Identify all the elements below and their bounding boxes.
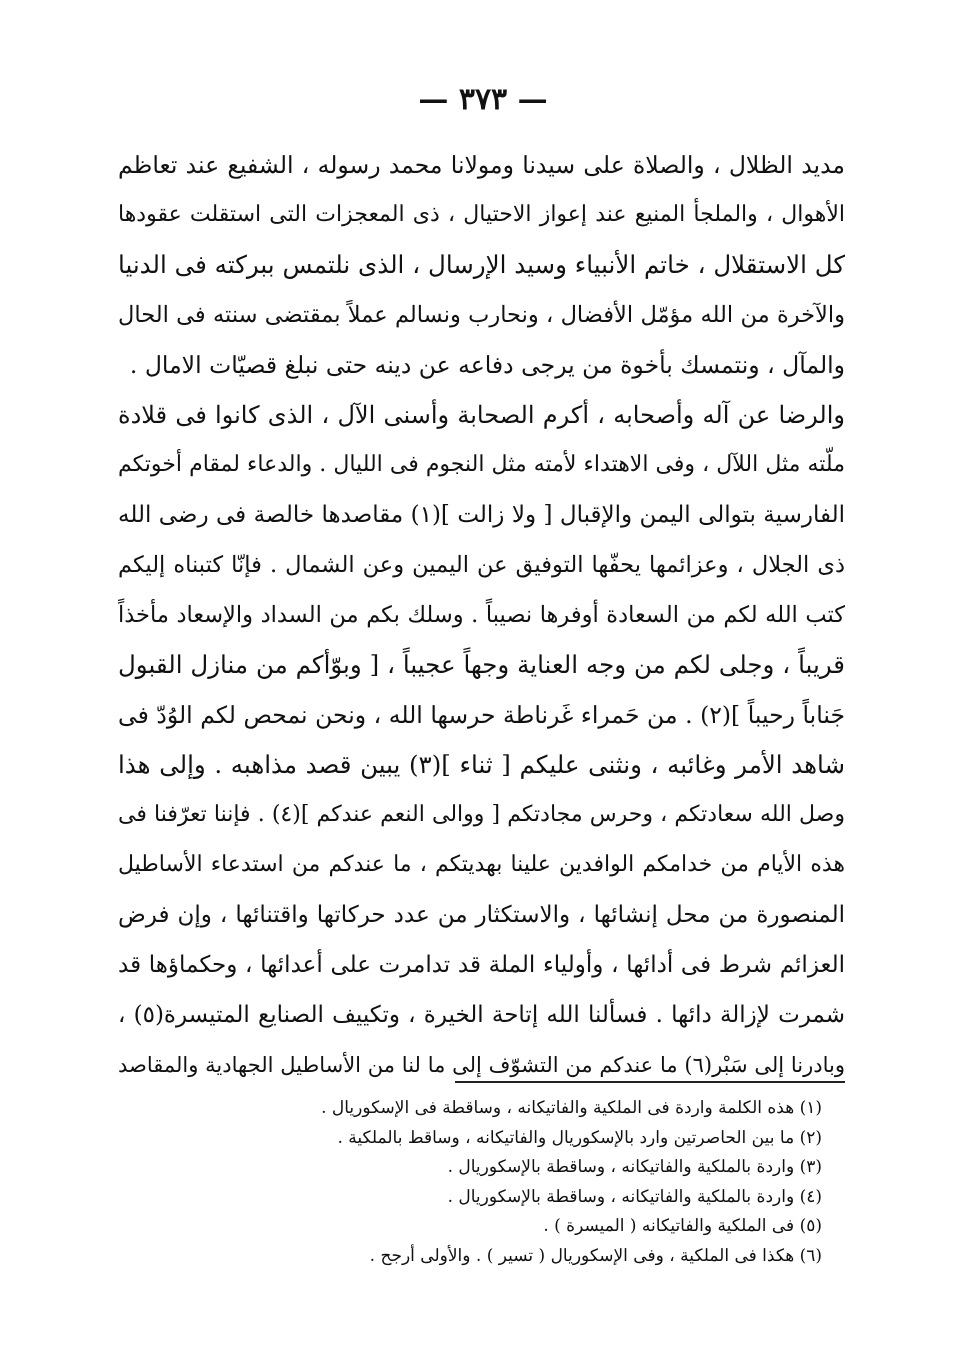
page-number: — ٣٧٣ — [418, 82, 548, 117]
body-line: كتب الله لكم من السعادة أوفرها نصيباً . وسلك بكم من السداد والإسعاد مأخذاً [118, 602, 845, 628]
body-line: ملّته مثل اللآل ، وفى الاهتداء لأمته مثل النجوم فى الليال . والدعاء لمقام أخوتكم [118, 452, 845, 477]
body-line: كل الاستقلال ، خاتم الأنبياء وسيد الإرسال ، الذى نلتمس ببركته فى الدنيا [118, 250, 845, 279]
footnote: (٢) ما بين الحاصرتين وارد بالإسكوريال والفاتيكانه ، وساقط بالملكية . [337, 1127, 822, 1148]
footnotes [300, 1094, 822, 1271]
body-line: والآخرة من الله مؤمّل الأفضال ، ونحارب ونسالم عملاً بمقتضى سنته فى الحال [118, 302, 845, 328]
body-line: قريباً ، وجلى لكم من وجه العناية وجهاً عجيباً ، [ وبوّأكم من منازل القبول [118, 650, 845, 679]
footnote: (٣) واردة بالملكية والفاتيكانه ، وساقطة بالإسكوريال . [447, 1157, 822, 1177]
body-line: والرضا عن آله وأصحابه ، أكرم الصحابة وأسنى الآل ، الذى كانوا فى قلادة [118, 401, 845, 429]
body-line: العزائم شرط فى أدائها ، وأولياء الملة قد تدامرت على أعدائها ، وحكماؤها قد [118, 952, 845, 978]
body-line: وصل الله سعادتكم ، وحرس مجادتكم [ ووالى النعم عندكم ](٤) . فإننا تعرّفنا فى [118, 802, 845, 827]
body-line: هذه الأيام من خدامكم الوافدين علينا بهديتكم ، ما عندكم من استدعاء الأساطيل [118, 852, 845, 877]
body-line: المنصورة من محل إنشائها ، والاستكثار من عدد حركاتها واقتنائها ، وإن فرض [118, 902, 845, 928]
footnote: (١) هذه الكلمة واردة فى الملكية والفاتيكانه ، وساقطة فى الإسكوريال . [321, 1098, 822, 1118]
body-line: مديد الظلال ، والصلاة على سيدنا ومولانا محمد رسوله ، الشفيع عند تعاظم [118, 151, 845, 179]
body-line: شاهد الأمر وغائبه ، ونثنى عليكم [ ثناء ](٣) يبين قصد مذاهبه . وإلى هذا [118, 750, 845, 779]
body-line: الفارسية بتوالى اليمن والإقبال [ ولا زالت ](١) مقاصدها خالصة فى رضى الله [118, 502, 845, 528]
body-line: وبادرنا إلى سَبْر(٦) ما عندكم من التشوّف إلى ما لنا من الأساطيل الجهادية والمقاصد [118, 1053, 845, 1077]
body-line: والمآل ، ونتمسك بأخوة من يرجى دفاعه عن دينه حتى نبلغ قصيّات الامال . [129, 351, 845, 379]
footnote: (٥) فى الملكية والفاتيكانه ( الميسرة ) . [543, 1216, 822, 1236]
body-line: شمرت لإزالة دائها . فسألنا الله إتاحة الخيرة ، وتكييف الصنايع المتيسرة(٥) ، [118, 1002, 845, 1028]
body-line: جَناباً رحيباً ](٢) . من حَمراء غَرناطة حرسها الله ، ونحن نمحص لكم الوُدّ فى [118, 701, 845, 729]
footnote: (٦) هكذا فى الملكية ، وفى الإسكوريال ( تسير ) . والأولى أرجح . [369, 1245, 822, 1266]
body-text [118, 140, 845, 1090]
footnote-divider [455, 1081, 845, 1083]
body-line: الأهوال ، والملجأ المنيع عند إعواز الاحتيال ، ذى المعجزات التى استقلت عقودها [118, 202, 845, 227]
footnote: (٤) واردة بالملكية والفاتيكانه ، وساقطة بالإسكوريال . [447, 1186, 822, 1207]
body-line: ذى الجلال ، وعزائمها يحفّها التوفيق عن اليمين وعن الشمال . فإنّا كتبناه إليكم [118, 552, 845, 578]
